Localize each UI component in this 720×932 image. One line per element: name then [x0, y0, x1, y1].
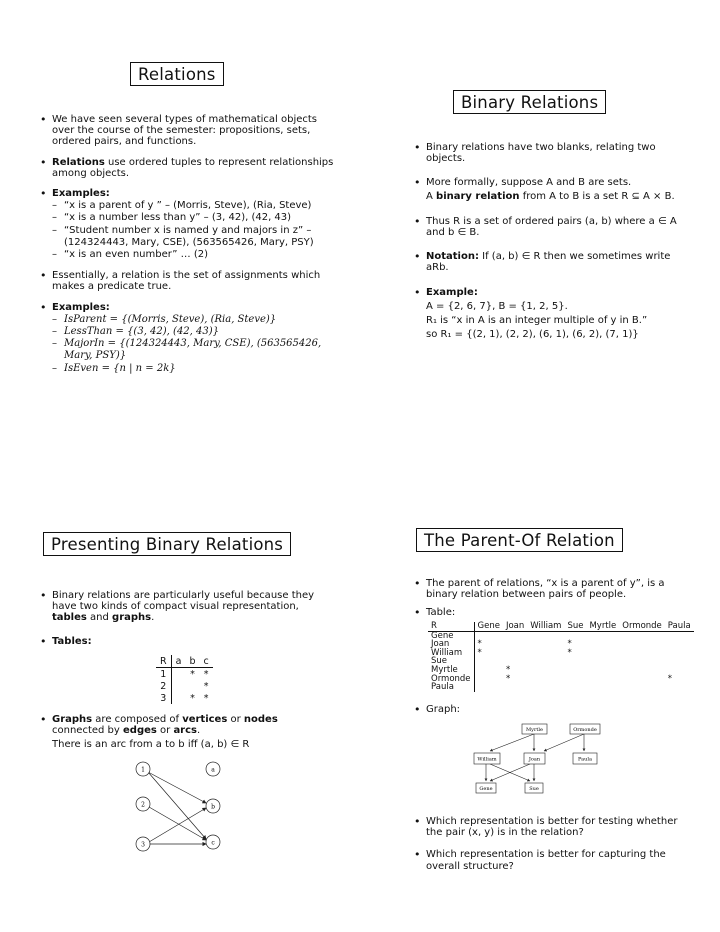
bold-term: nodes	[243, 714, 278, 725]
row-label: 1	[156, 668, 171, 681]
row-label: Joan	[428, 640, 474, 649]
def-b: from A to B is a set R ⊆ A × B.	[519, 190, 675, 202]
relation-table	[156, 655, 213, 704]
cell: *	[203, 692, 209, 704]
cell: *	[203, 668, 209, 680]
row-label: 3	[156, 692, 171, 704]
example-set: – MajorIn = {(124324443, Mary, CSE), (563565426, Mary, PSY)}	[38, 338, 338, 362]
cell	[619, 649, 665, 658]
header-cell: a	[171, 655, 185, 668]
svg-text:c: c	[211, 839, 215, 847]
cell	[503, 683, 527, 692]
bullet-text: • Which representation is better for testing whether the pair (x, y) is in the relation?	[412, 816, 680, 838]
bold-term: vertices	[182, 714, 228, 725]
cell	[527, 683, 564, 692]
graph-edge	[149, 807, 206, 840]
cell	[586, 666, 619, 675]
cell	[619, 666, 665, 675]
cell	[586, 657, 619, 666]
row-label: Ormonde	[428, 675, 474, 684]
b3-end: .	[197, 725, 201, 737]
cell	[474, 666, 503, 675]
svg-text:Ormonde: Ormonde	[573, 727, 597, 733]
cell	[586, 640, 619, 649]
bullet-heading: • Table:	[412, 607, 680, 618]
b3-a: are composed of	[92, 714, 183, 725]
cell	[665, 657, 694, 666]
cell	[586, 683, 619, 692]
table-row	[428, 657, 694, 666]
graph-node	[136, 762, 150, 776]
example-item: – “Student number x is named y and majors in z” – (124324443, Mary, CSE), (563565426, Mary, PSY)	[38, 225, 338, 249]
b3-b: connected by	[52, 725, 123, 737]
svg-text:Joan: Joan	[528, 756, 541, 763]
cell	[171, 692, 185, 704]
row-label: 2	[156, 680, 171, 692]
definition-line	[412, 191, 680, 203]
bold-term: graphs	[112, 612, 152, 624]
cell: *	[203, 680, 209, 692]
graph-node	[474, 753, 500, 764]
cell	[474, 657, 503, 666]
cell	[619, 675, 665, 684]
header-cell: R	[428, 622, 474, 631]
header-cell: c	[199, 655, 212, 668]
graph-edge	[544, 734, 584, 751]
cell: *	[567, 639, 572, 650]
cell	[503, 631, 527, 640]
header-cell: Gene	[474, 622, 503, 631]
graph-node	[476, 783, 496, 793]
bullet-heading	[38, 188, 338, 199]
cell	[586, 631, 619, 640]
example-set: – IsEven = {n | n = 2k}	[38, 363, 338, 375]
table-row	[428, 675, 694, 684]
cell	[474, 683, 503, 692]
cell	[171, 668, 185, 681]
cell	[171, 680, 185, 692]
examples-label: Examples:	[52, 188, 110, 200]
parent-of-table	[428, 622, 694, 692]
svg-text:3: 3	[141, 841, 145, 849]
b1-and: and	[86, 612, 113, 624]
graph-node	[206, 835, 220, 849]
graph-node	[136, 797, 150, 811]
bullet-text	[412, 251, 680, 273]
slide-body	[38, 114, 338, 375]
slide-title: Relations	[130, 62, 224, 86]
cell	[619, 683, 665, 692]
tables-label: Tables:	[52, 635, 92, 647]
cell: *	[667, 673, 673, 684]
svg-text:Myrtle: Myrtle	[526, 727, 543, 733]
cell: *	[505, 673, 511, 684]
svg-text:2: 2	[141, 801, 145, 809]
cell	[665, 649, 694, 658]
graph-edge	[148, 772, 206, 839]
row-label: Paula	[428, 683, 474, 692]
example-line: so R₁ = {(2, 1), (2, 2), (6, 1), (6, 2), (7, 1)}	[426, 329, 639, 341]
header-cell: Joan	[503, 622, 527, 631]
graph-node	[206, 799, 220, 813]
table-row	[428, 683, 694, 692]
cell	[527, 631, 564, 640]
cell	[527, 657, 564, 666]
bullet-text: • More formally, suppose A and B are sets.	[412, 177, 680, 188]
cell	[527, 649, 564, 658]
b1-a: Binary relations are particularly useful because they have two kinds of compact visual representation,	[52, 590, 315, 613]
bold-term: tables	[52, 612, 87, 624]
graph-node	[524, 753, 545, 764]
bullet-heading	[412, 287, 680, 298]
graph-node	[136, 837, 150, 851]
cell	[619, 640, 665, 649]
arc-definition: There is an arc from a to b iff (a, b) ∈ R	[52, 739, 250, 751]
table-row	[428, 640, 694, 649]
slide-body	[412, 142, 680, 341]
slide-title: Presenting Binary Relations	[43, 532, 291, 556]
bullet-heading	[38, 636, 323, 647]
bullet-text	[38, 590, 323, 624]
cell	[527, 640, 564, 649]
table-header	[156, 655, 213, 668]
svg-text:Paula: Paula	[578, 756, 592, 763]
slide-body-2	[38, 714, 323, 752]
cell	[503, 649, 527, 658]
bold-term: arcs	[173, 725, 197, 737]
header-cell: Sue	[564, 622, 586, 631]
cell	[665, 640, 694, 649]
graph-node	[522, 724, 547, 734]
header-cell: William	[527, 622, 564, 631]
def-a: A	[426, 190, 437, 202]
bullet-rest: use ordered tuples to represent relationships among objects.	[52, 156, 334, 179]
slide-body	[38, 590, 323, 647]
examples-label: Examples:	[52, 301, 110, 313]
b1-end: .	[151, 612, 155, 624]
graph-node	[206, 762, 220, 776]
table-row	[156, 692, 213, 704]
graph-node	[573, 753, 597, 764]
bullet-text	[38, 714, 323, 736]
header-cell: b	[185, 655, 199, 668]
bullet-heading	[38, 302, 338, 313]
example-set: – LessThan = {(3, 42), (42, 43)}	[38, 326, 338, 338]
svg-text:William: William	[477, 756, 497, 763]
svg-text:1: 1	[141, 766, 145, 774]
table-row	[428, 631, 694, 640]
header-cell: Ormonde	[619, 622, 665, 631]
cell: *	[190, 668, 195, 680]
example-item: – “x is a number less than y” – (3, 42), (42, 43)	[38, 212, 338, 224]
bullet-rest: If (a, b) ∈ R then we sometimes write aRb.	[426, 251, 671, 274]
example-label: Example:	[426, 286, 478, 298]
cell: *	[505, 664, 511, 675]
example-item: – “x is a parent of y ” – (Morris, Steve), (Ria, Steve)	[38, 200, 338, 212]
table-row	[428, 649, 694, 658]
bullet-text: • Essentially, a relation is the set of assignments which makes a predicate true.	[38, 270, 338, 292]
bullet-text: • Thus R is a set of ordered pairs (a, b) where a ∈ A and b ∈ B.	[412, 216, 680, 238]
bold-term: edges	[123, 725, 157, 737]
slide-title: The Parent-Of Relation	[416, 528, 623, 552]
cell	[564, 657, 586, 666]
graph-heading-block	[412, 704, 680, 715]
table-row	[156, 668, 213, 681]
slide-body-2	[412, 816, 680, 872]
cell	[474, 675, 503, 684]
cell	[586, 649, 619, 658]
bold-term: binary relation	[436, 190, 520, 202]
b3-or: or	[227, 714, 244, 725]
graph-edge	[490, 734, 534, 751]
svg-text:b: b	[211, 803, 215, 811]
header-cell: R	[156, 655, 171, 668]
cell	[564, 675, 586, 684]
cell	[665, 631, 694, 640]
cell	[586, 675, 619, 684]
row-label: Gene	[428, 631, 474, 640]
cell	[619, 657, 665, 666]
table-header	[428, 622, 694, 631]
cell	[619, 631, 665, 640]
svg-text:Gene: Gene	[479, 786, 493, 792]
cell	[564, 666, 586, 675]
bold-term: Relations	[52, 156, 105, 168]
slide-title: Binary Relations	[453, 90, 606, 114]
cell: *	[567, 647, 572, 658]
svg-text:a: a	[211, 766, 215, 774]
example-item: – “x is an even number” … (2)	[38, 249, 338, 261]
row-label: Sue	[428, 657, 474, 666]
graph-edge	[149, 808, 206, 842]
example-line: A = {2, 6, 7}, B = {1, 2, 5}.	[426, 300, 568, 312]
b3-or2: or	[156, 725, 174, 737]
cell	[527, 666, 564, 675]
header-cell: Myrtle	[586, 622, 619, 631]
header-cell: Paula	[665, 622, 694, 631]
cell: *	[190, 692, 195, 704]
example-set: – IsParent = {(Morris, Steve), (Ria, Steve)}	[38, 314, 338, 326]
graph-edge	[148, 772, 206, 803]
family-graph	[472, 722, 622, 802]
bullet-heading: • Graph:	[412, 704, 680, 715]
cell	[503, 640, 527, 649]
cell	[665, 683, 694, 692]
cell: *	[477, 647, 482, 658]
table-row	[156, 680, 213, 692]
slide-body	[412, 578, 680, 619]
row-label: William	[428, 649, 474, 658]
example-line: R₁ is “x in A is an integer multiple of y in B.”	[426, 315, 648, 327]
graph-node	[525, 783, 543, 793]
bullet-text: • Which representation is better for capturing the overall structure?	[412, 849, 680, 871]
cell	[527, 675, 564, 684]
cell	[564, 683, 586, 692]
row-label: Myrtle	[428, 666, 474, 675]
bullet-text	[38, 157, 338, 179]
cell	[185, 680, 199, 692]
cell: *	[477, 639, 482, 650]
bullet-text: • We have seen several types of mathematical objects over the course of the semester: propositions, sets, ordered pairs, and functions.	[38, 114, 338, 148]
bullet-text: • The parent of relations, “x is a parent of y”, is a binary relation between pairs of people.	[412, 578, 680, 600]
svg-text:Sue: Sue	[529, 786, 539, 792]
bold-term: Graphs	[52, 714, 93, 725]
bold-term: Notation:	[426, 251, 479, 263]
graph-node	[570, 724, 600, 734]
bipartite-graph	[133, 760, 253, 855]
bullet-text: • Binary relations have two blanks, relating two objects.	[412, 142, 680, 164]
